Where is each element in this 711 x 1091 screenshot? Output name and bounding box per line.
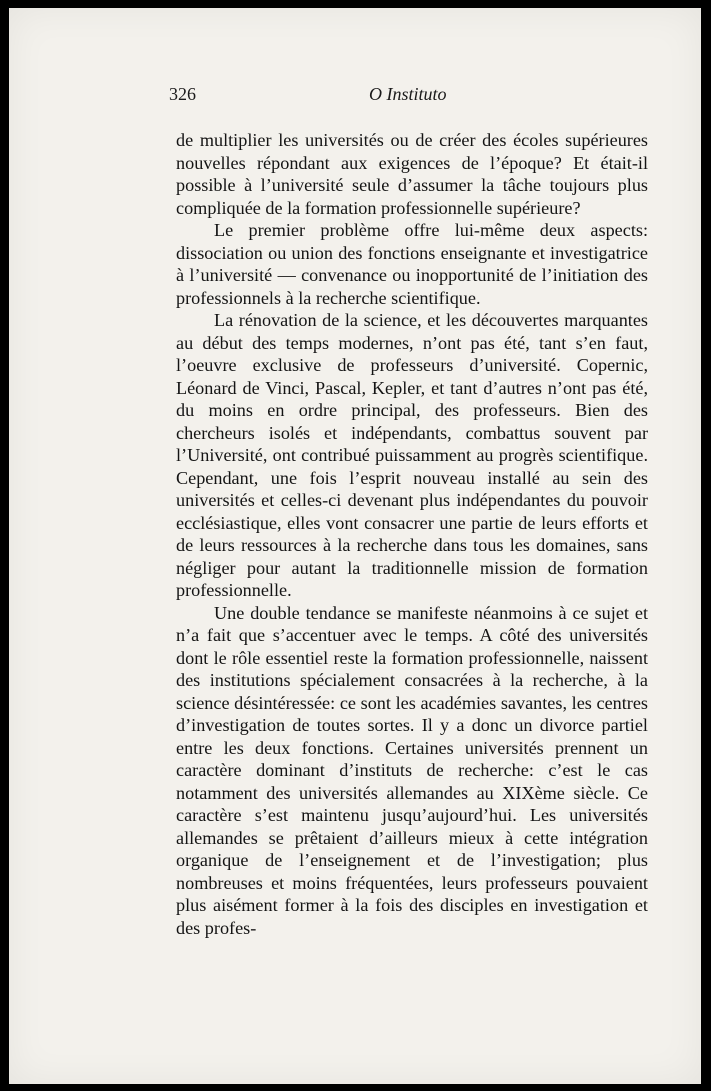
paragraph: de multiplier les universités ou de créer des écoles supérieures nouvelles répondant aux exigences de l’époque? Et était-il possible à l’université seule d’assumer la tâche toujours plus compliquée de la formation professionnelle supérieure? — [176, 130, 648, 218]
page-number: 326 — [169, 84, 196, 104]
paragraph: Le premier problème offre lui-même deux aspects: dissociation ou union des fonctions enseignante et investigatrice à l’université — convenance ou inopportunité de l’initiation des professionnels à la recherche scientifique. — [176, 220, 648, 308]
running-head: O Instituto — [369, 84, 447, 104]
paragraph: Une double tendance se manifeste néanmoins à ce sujet et n’a fait que s’accentuer avec le temps. A côté des universités dont le rôle essentiel reste la formation professionnelle, naissent des institutions spécialement consacrées à la recherche, à la science désintéressée: ce sont les académies savantes, les centres d’investigation de toutes sortes. Il y a donc un divorce partiel entre les deux fonctions. Certaines universités prennent un caractère dominant d’instituts de recherche: c’est le cas notamment des universités allemandes au XIXème siècle. Ce caractère s’est maintenu jusqu’aujourd’hui. Les universités allemandes se prêtaient d’ailleurs mieux à cette intégration organique de l’enseignement et de l’investigation; plus nombreuses et moins fréquentées, leurs professeurs pouvaient plus aisément former à la fois des disciples en investigation et des profes- — [176, 602, 648, 938]
page-header — [169, 84, 649, 108]
body-text — [176, 129, 648, 939]
paragraph: La rénovation de la science, et les découvertes marquantes au début des temps modernes, n’ont pas été, tant s’en faut, l’oeuvre exclusive de professeurs d’université. Copernic, Léonard de Vinci, Pascal, Kepler, et tant d’autres n’ont pas été, du moins en ordre principal, des professeurs. Bien des chercheurs isolés et indépendants, combattus souvent par l’Université, ont contribué puissamment au progrès scientifique. Cependant, une fois l’esprit nouveau installé au sein des universités et celles-ci devenant plus indépendantes du pouvoir ecclésiastique, elles vont consacrer une partie de leurs efforts et de leurs ressources à la recherche dans tous les domaines, sans négliger pour autant la traditionnelle mission de formation professionnelle. — [176, 310, 648, 600]
